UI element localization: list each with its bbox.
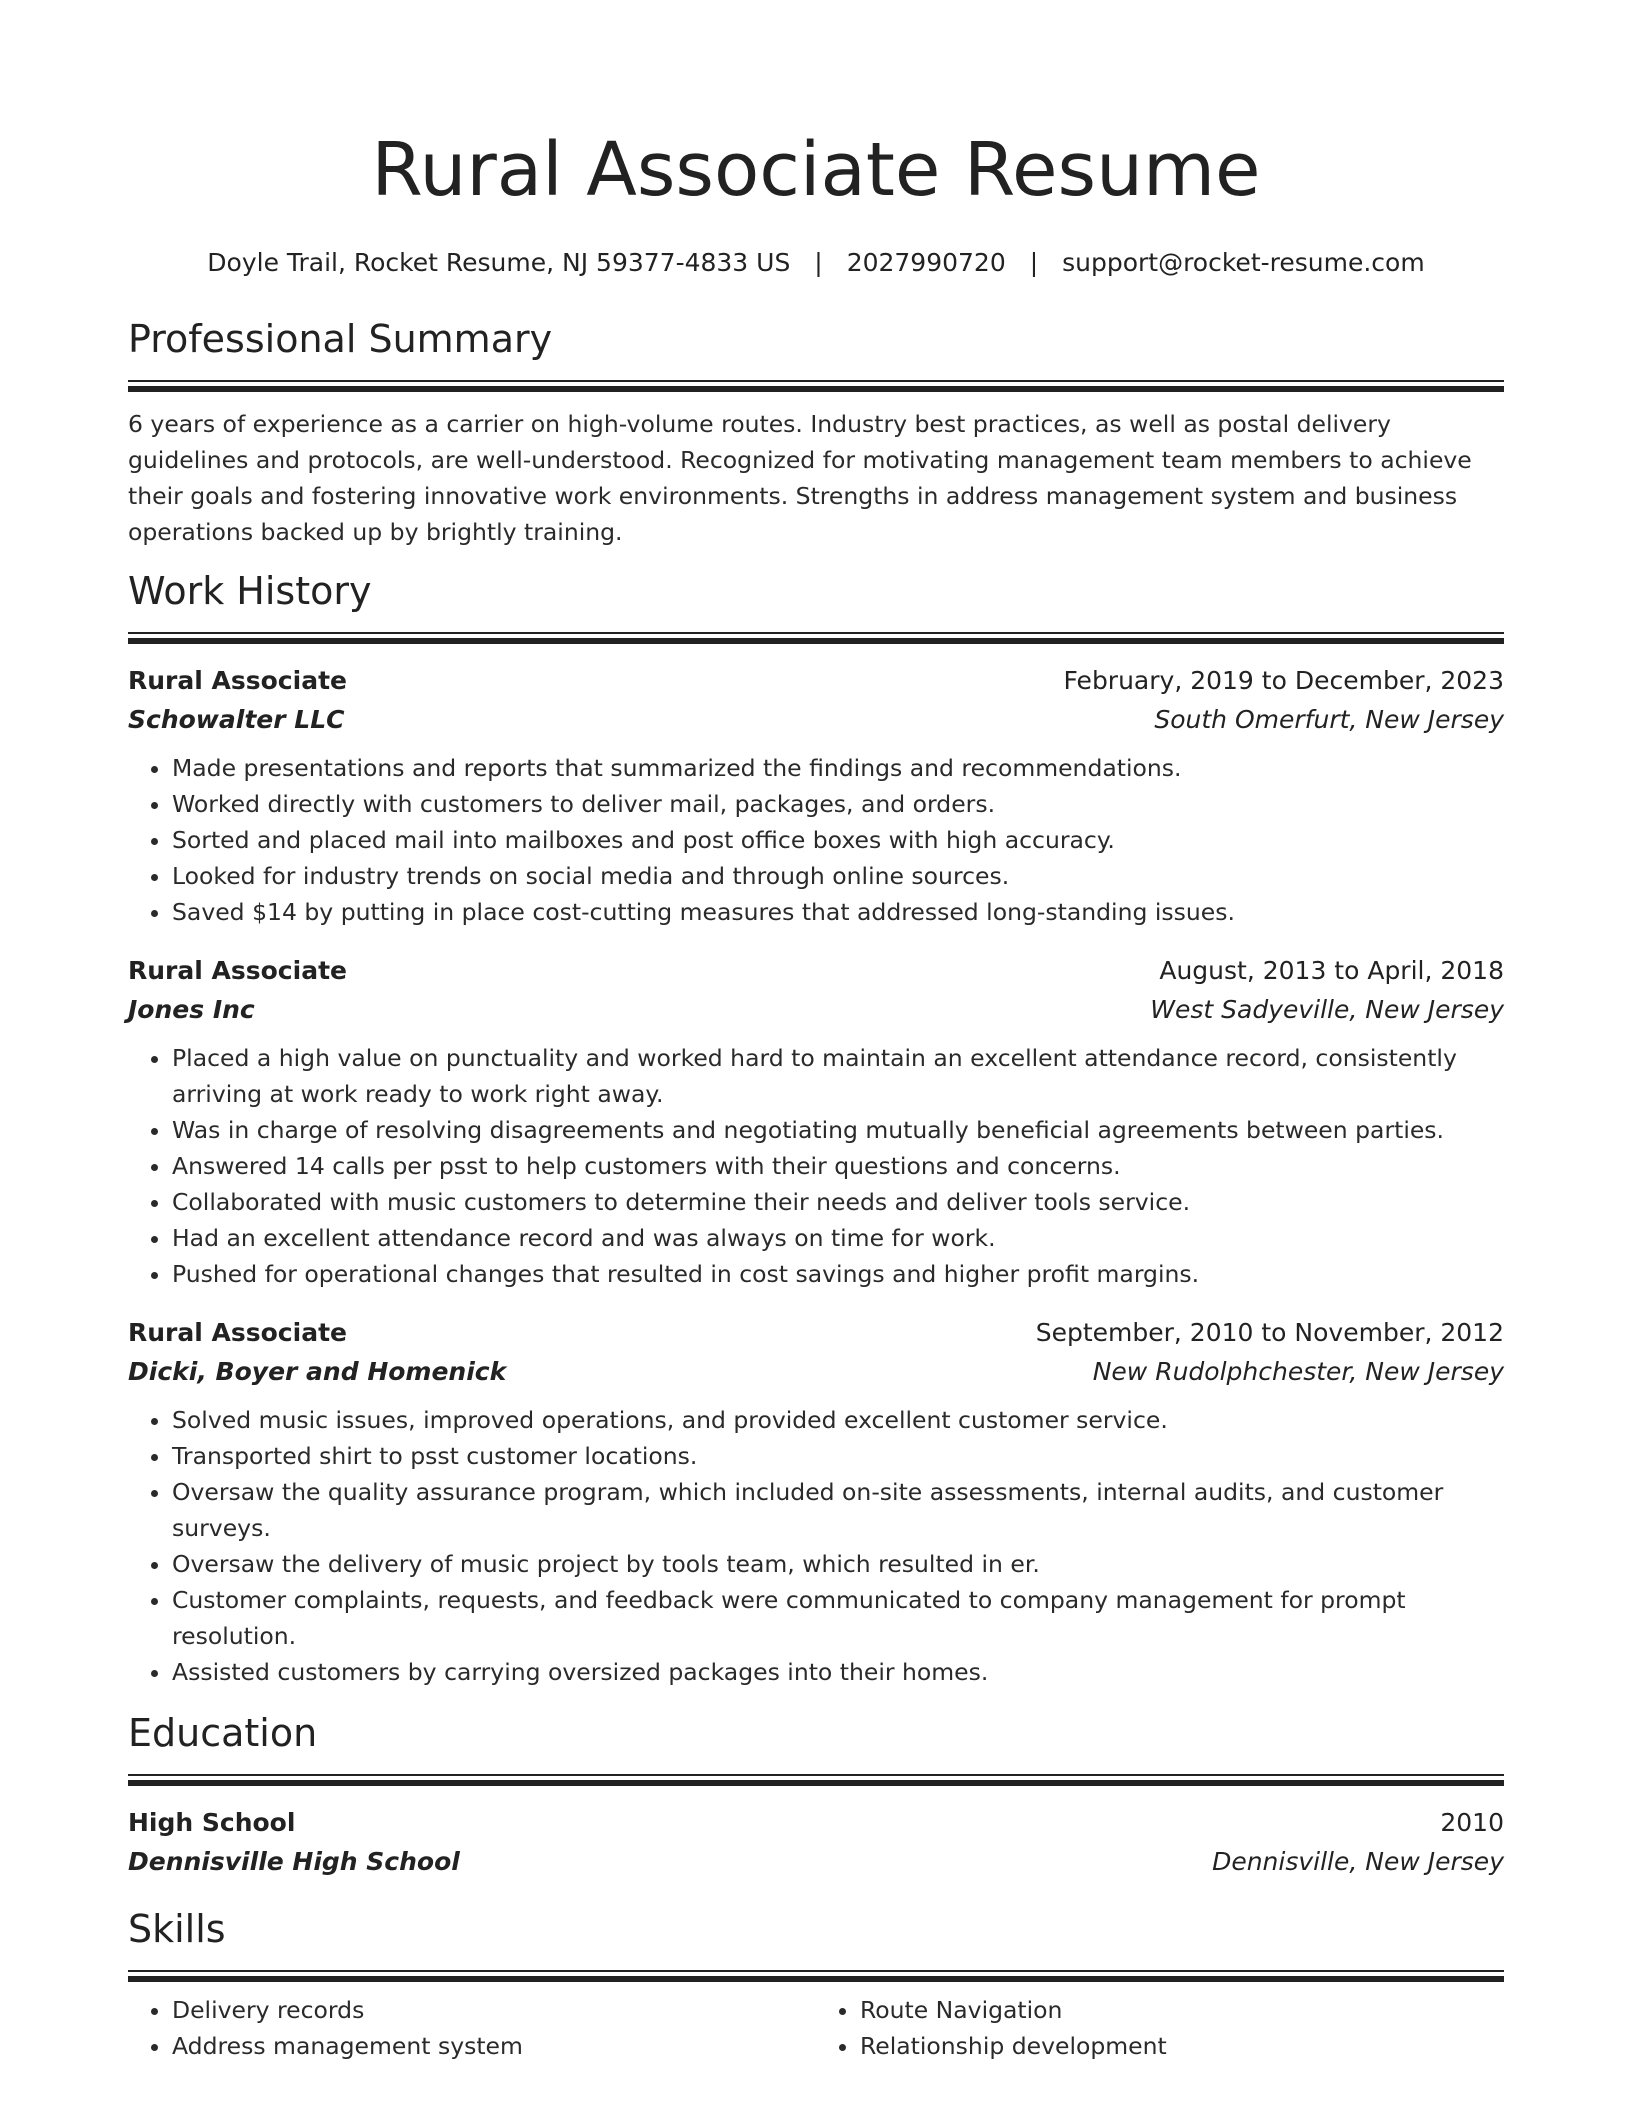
summary-text: 6 years of experience as a carrier on high-volume routes. Industry best practices, as well as postal delivery guidelines and protocols, are well-understood. Recognized for motivating management team members to achieve their goals and fostering innovative work environments. Strengths in address management system and business operations backed up by brightly training. (128, 410, 1472, 546)
bullet-item: • Customer complaints, requests, and feedback were communicated to company management for prompt resolution. (172, 1582, 1504, 1654)
contact-line (128, 246, 1504, 280)
section-divider (128, 1970, 1504, 1982)
education-school: Dennisville High School (128, 1847, 460, 1876)
bullet-item: • Was in charge of resolving disagreements and negotiating mutually beneficial agreements between parties. (172, 1112, 1504, 1148)
education-entry (128, 1804, 1504, 1882)
bullet-item: • Transported shirt to psst customer locations. (172, 1438, 1504, 1474)
job-company: Schowalter LLC (128, 705, 345, 734)
job-bullets (128, 750, 1504, 930)
skill-item: • Delivery records (172, 1992, 816, 2028)
bullet-item: • Made presentations and reports that summarized the findings and recommendations. (172, 750, 1504, 786)
education-location: Dennisville, New Jersey (1212, 1847, 1504, 1876)
job-location: New Rudolphchester, New Jersey (1092, 1357, 1504, 1386)
section-divider (128, 632, 1504, 644)
education-year: 2010 (1440, 1808, 1504, 1837)
bullet-item: • Had an excellent attendance record and was always on time for work. (172, 1220, 1504, 1256)
resume-title: Rural Associate Resume (371, 127, 1261, 213)
job-company: Dicki, Boyer and Homenick (128, 1357, 507, 1386)
job-location: South Omerfurt, New Jersey (1154, 705, 1504, 734)
bullet-item: • Oversaw the quality assurance program, which included on-site assessments, internal audits, and customer surveys. (172, 1474, 1504, 1546)
bullet-item: • Oversaw the delivery of music project by tools team, which resulted in er. (172, 1546, 1504, 1582)
job-title: Rural Associate (128, 666, 347, 695)
job-entry (128, 662, 1504, 930)
education-section (128, 1708, 1504, 1882)
job-bullets (128, 1402, 1504, 1690)
bullet-item: • Collaborated with music customers to determine their needs and deliver tools service. (172, 1184, 1504, 1220)
job-dates: August, 2013 to April, 2018 (1159, 956, 1504, 985)
section-divider (128, 1774, 1504, 1786)
skills-heading: Skills (128, 1907, 226, 1951)
bullet-item: • Worked directly with customers to deliver mail, packages, and orders. (172, 786, 1504, 822)
bullet-item: • Placed a high value on punctuality and worked hard to maintain an excellent attendance record, consistently arriving at work ready to work right away. (172, 1040, 1504, 1112)
skills-list (128, 1992, 1504, 2064)
job-bullets (128, 1040, 1504, 1292)
bullet-item: • Saved $14 by putting in place cost-cutting measures that addressed long-standing issues. (172, 894, 1504, 930)
contact-separator: | (1029, 248, 1039, 277)
summary-heading: Professional Summary (128, 317, 553, 361)
bullet-item: • Sorted and placed mail into mailboxes and post office boxes with high accuracy. (172, 822, 1504, 858)
summary-section (128, 314, 1504, 550)
skill-item: • Relationship development (860, 2028, 1504, 2064)
skills-section (128, 1904, 1504, 2064)
contact-separator: | (814, 248, 823, 277)
contact-phone: 2027990720 (846, 248, 1006, 277)
job-dates: September, 2010 to November, 2012 (1035, 1318, 1504, 1347)
job-dates: February, 2019 to December, 2023 (1063, 666, 1504, 695)
bullet-item: • Solved music issues, improved operations, and provided excellent customer service. (172, 1402, 1504, 1438)
work-history-heading: Work History (128, 569, 372, 613)
section-divider (128, 380, 1504, 392)
contact-address: Doyle Trail, Rocket Resume, NJ 59377-4833 US (207, 248, 791, 277)
job-location: West Sadyeville, New Jersey (1150, 995, 1504, 1024)
contact-email: support@rocket-resume.com (1062, 248, 1425, 277)
bullet-item: • Looked for industry trends on social media and through online sources. (172, 858, 1504, 894)
skill-item: • Route Navigation (860, 1992, 1504, 2028)
work-history-section (128, 566, 1504, 1690)
education-degree: High School (128, 1808, 296, 1837)
skill-item: • Address management system (172, 2028, 816, 2064)
bullet-item: • Answered 14 calls per psst to help customers with their questions and concerns. (172, 1148, 1504, 1184)
education-heading: Education (128, 1711, 318, 1755)
bullet-item: • Assisted customers by carrying oversized packages into their homes. (172, 1654, 1504, 1690)
job-title: Rural Associate (128, 956, 347, 985)
skills-column-right (816, 1992, 1504, 2064)
job-company: Jones Inc (128, 995, 255, 1024)
job-entry (128, 952, 1504, 1292)
job-entry (128, 1314, 1504, 1690)
bullet-item: • Pushed for operational changes that resulted in cost savings and higher profit margins. (172, 1256, 1504, 1292)
job-title: Rural Associate (128, 1318, 347, 1347)
skills-column-left (128, 1992, 816, 2064)
